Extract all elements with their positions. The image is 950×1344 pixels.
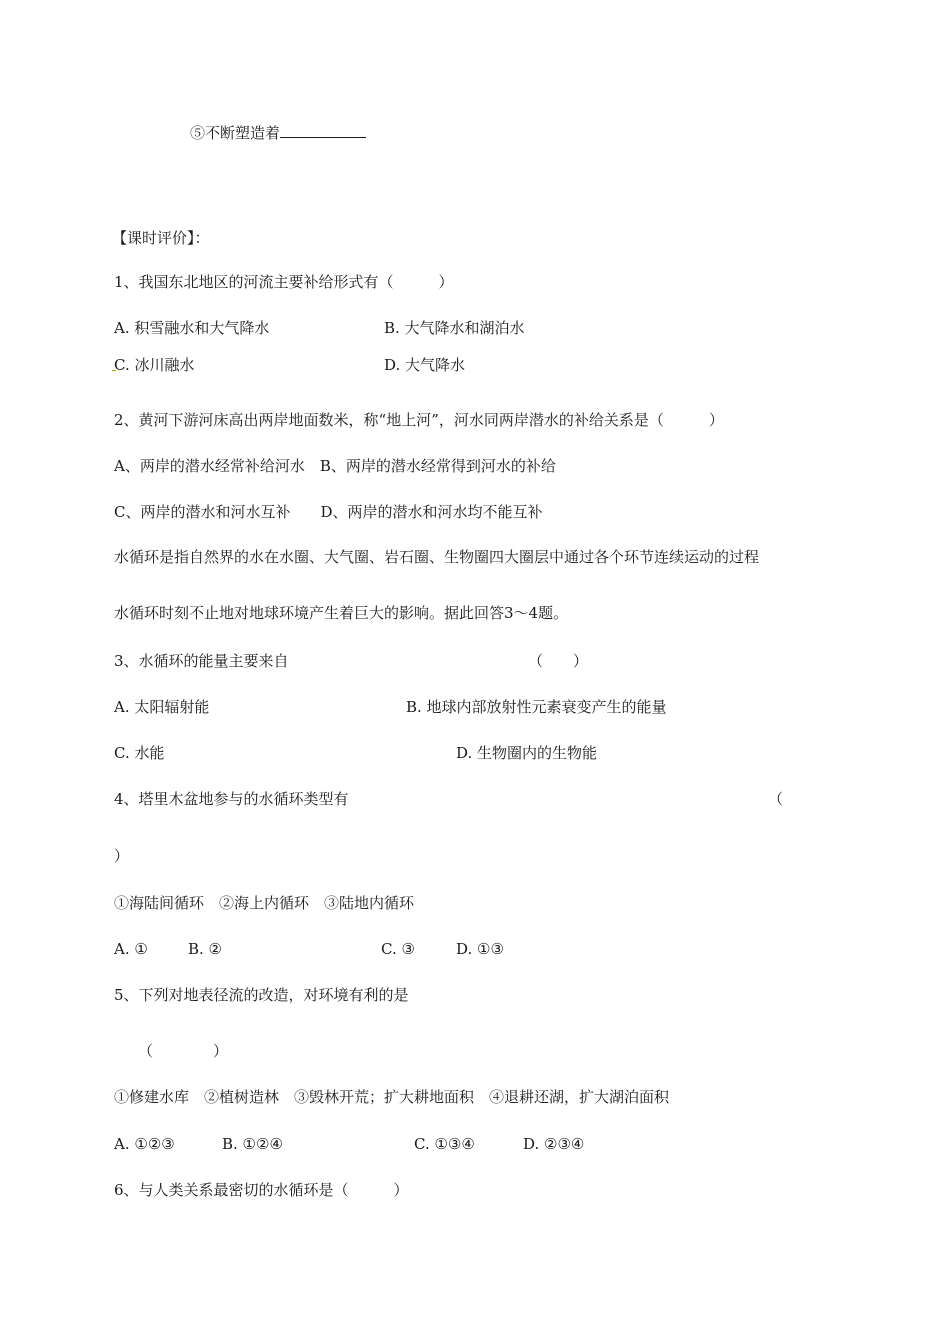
question-5-option-c: C. ①③④ [414, 1135, 475, 1153]
question-4-option-c: C. ③ [381, 940, 415, 958]
fill-item [190, 121, 366, 143]
question-2-stem: 2、黄河下游河床高出两岸地面数米，称“地上河”，河水同两岸潜水的补给关系是（ ） [114, 411, 724, 429]
question-4-paren-close: ） [114, 847, 130, 865]
question-5-option-a: A. ①②③ [114, 1135, 175, 1153]
question-3-option-b: B. 地球内部放射性元素衰变产生的能量 [406, 698, 667, 716]
question-1-option-a: A. 积雪融水和大气降水 [114, 319, 270, 337]
question-3-stem: 3、水循环的能量主要来自 [114, 652, 289, 670]
question-4-options-text: ①海陆间循环 ②海上内循环 ③陆地内循环 [114, 894, 415, 912]
question-1-stem: 1、我国东北地区的河流主要补给形式有（ ） [114, 273, 454, 291]
question-5-options-text: ①修建水库 ②植树造林 ③毁林开荒；扩大耕地面积 ④退耕还湖，扩大湖泊面积 [114, 1088, 670, 1106]
fill-item-text: ⑤不断塑造着 [190, 124, 281, 142]
question-5-option-d: D. ②③④ [523, 1135, 585, 1153]
question-3-option-c: C. 水能 [114, 744, 165, 762]
question-1-option-d: D. 大气降水 [384, 356, 466, 374]
pen-mark [112, 367, 116, 371]
question-4-option-b: B. ② [188, 940, 223, 958]
question-4-paren-open: （ [768, 790, 784, 808]
question-3-option-a: A. 太阳辐射能 [114, 698, 210, 716]
answer-blank[interactable] [280, 121, 366, 138]
passage-line-2: 水循环时刻不止地对地球环境产生着巨大的影响。据此回答3～4题。 [114, 604, 569, 622]
question-4-option-d: D. ①③ [456, 940, 504, 958]
question-6-stem: 6、与人类关系最密切的水循环是（ ） [114, 1181, 409, 1199]
question-4-stem: 4、塔里木盆地参与的水循环类型有 [114, 790, 349, 808]
question-3-option-d: D. 生物圈内的生物能 [456, 744, 598, 762]
question-4-option-a: A. ① [114, 940, 148, 958]
question-1-option-c: C. 冰川融水 [114, 356, 195, 374]
question-2-options-ab: A、两岸的潜水经常补给河水 B、两岸的潜水经常得到河水的补给 [114, 457, 556, 475]
question-3-paren: （ ） [528, 652, 589, 670]
question-1-option-b: B. 大气降水和湖泊水 [384, 319, 525, 337]
question-5-paren: （ ） [138, 1042, 229, 1060]
section-title: 【课时评价】： [112, 229, 210, 247]
passage-line-1: 水循环是指自然界的水在水圈、大气圈、岩石圈、生物圈四大圈层中通过各个环节连续运动的过程 [114, 548, 760, 566]
question-2-options-cd: C、两岸的潜水和河水互补 D、两岸的潜水和河水均不能互补 [114, 503, 543, 521]
question-5-stem: 5、下列对地表径流的改造，对环境有利的是 [114, 986, 409, 1004]
question-5-option-b: B. ①②④ [222, 1135, 283, 1153]
